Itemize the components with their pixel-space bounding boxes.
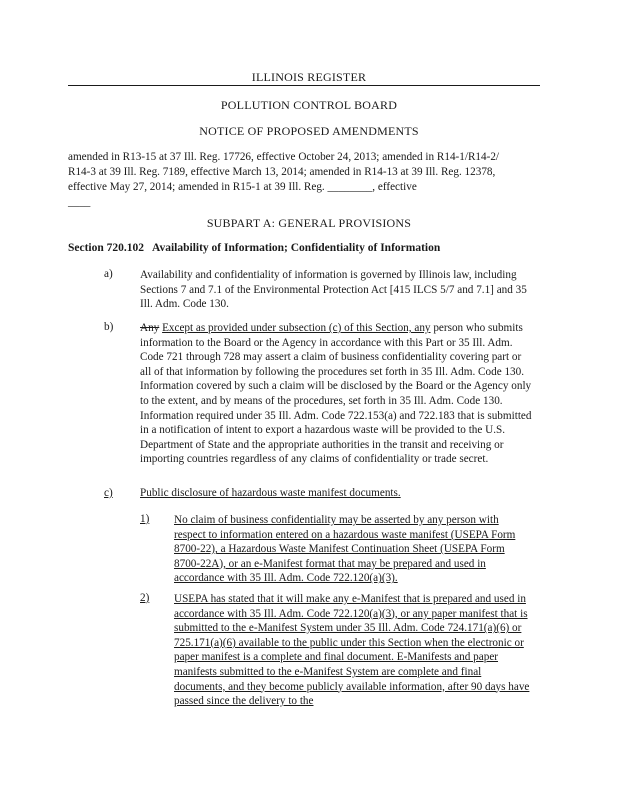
history-line-4: ____ xyxy=(68,196,91,208)
history-line-2: R14-3 at 39 Ill. Reg. 7189, effective March 13, 2014; amended in R14-13 at 39 Ill. Reg. 12378, xyxy=(68,166,496,178)
subpart-heading: SUBPART A: GENERAL PROVISIONS xyxy=(206,216,412,230)
subsection-b-text xyxy=(140,321,532,467)
history-line-3: effective May 27, 2014; amended in R15-1 at 39 Ill. Reg. ________, effective xyxy=(68,181,417,193)
item-2-number: 2) xyxy=(140,592,150,604)
register-title: ILLINOIS REGISTER xyxy=(251,70,367,84)
inserted-text: Except as provided under subsection (c) of this Section, any xyxy=(162,322,431,334)
subsection-c-text: Public disclosure of hazardous waste manifest documents. xyxy=(140,487,401,499)
board-title: POLLUTION CONTROL BOARD xyxy=(220,98,398,112)
subsection-b-rest: person who submits information to the Board or the Agency in accordance with this Part or 35 Ill. Adm. Code 721 through 728 may assert a claim of business confidentiality covering part or all of that information by following the procedures set forth in 35 Ill. Adm. Code 130. Information covered by such a claim will be disclosed by the Board or the Agency only to the extent, and by means of the procedures, set forth in 35 Ill. Adm. Code 130. Information required under 35 Ill. Adm. Code 722.153(a) and 722.183 that is submitted in a notification of intent to export a hazardous waste will be provided to the U.S. Department of State and the appropriate authorities in the transit and receiving or importing countries regardless of any claims of confidentiality or trade secret. xyxy=(140,322,532,466)
section-heading: Section 720.102 Availability of Information; Confidentiality of Information xyxy=(68,242,441,254)
subsection-a-text: Availability and confidentiality of information is governed by Illinois law, including Sections 7 and 7.1 of the Environmental Protection Act [415 ILCS 5/7 and 7.1] and 35 Ill. Adm. Code 130. xyxy=(140,269,527,311)
amendment-history xyxy=(68,150,548,210)
item-1-text: No claim of business confidentiality may be asserted by any person with respect to information entered on a hazardous waste manifest (USEPA Form 8700-22), a Hazardous Waste Manifest Continuation Sheet (USEPA Form 8700-22A), or an e-Manifest format that may be prepared and used in accordance with 35 Ill. Adm. Code 722.120(a)(3). xyxy=(174,514,516,585)
subsection-a-letter: a) xyxy=(104,268,113,280)
notice-title: NOTICE OF PROPOSED AMENDMENTS xyxy=(199,124,419,138)
history-line-1: amended in R13-15 at 37 Ill. Reg. 17726, effective October 24, 2013; amended in R14-1/R14-2/ xyxy=(68,151,500,163)
struck-text: Any xyxy=(140,322,160,334)
item-2-text: USEPA has stated that it will make any e-Manifest that is prepared and used in accordance with 35 Ill. Adm. Code 722.120(a)(3), or any paper manifest that is submitted to the e-Manifest System under 35 Ill. Adm. Code 724.171(a)(6) or 725.171(a)(6) available to the public under this Section when the electronic or paper manifest is a complete and final document. E-Manifests and paper manifests submitted to the e-Manifest System are complete and final documents, and they become publicly available information, after 90 days have passed since the delivery to the xyxy=(174,593,530,708)
header-rule xyxy=(68,85,540,86)
subsection-c-letter: c) xyxy=(104,487,113,499)
item-1-number: 1) xyxy=(140,513,150,525)
subsection-b-letter: b) xyxy=(104,321,114,333)
